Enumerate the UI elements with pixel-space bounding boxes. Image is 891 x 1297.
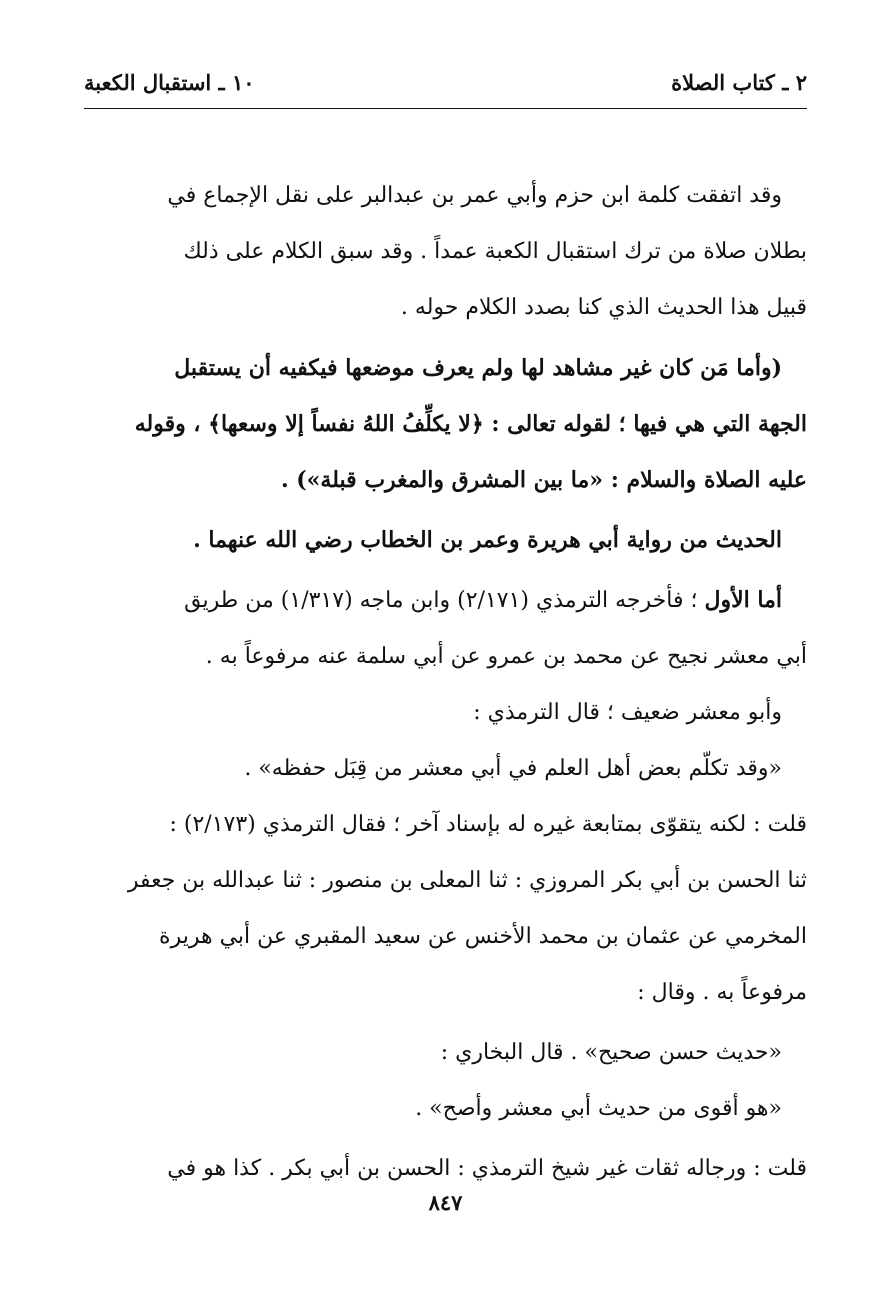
paragraph-line: وقد اتفقت كلمة ابن حزم وأبي عمر بن عبدالبر على نقل الإجماع في bbox=[167, 183, 782, 208]
page-number: ٨٤٧ bbox=[428, 1190, 463, 1215]
quotation-line: «هو أقوى من حديث أبي معشر وأصح» . bbox=[415, 1096, 782, 1121]
paragraph-line: المخرمي عن عثمان بن محمد الأخنس عن سعيد المقبري عن أبي هريرة bbox=[159, 924, 807, 949]
paragraph-line: قلت : ورجاله ثقات غير شيخ الترمذي : الحسن بن أبي بكر . كذا هو في bbox=[167, 1156, 807, 1181]
quoted-text-line: عليه الصلاة والسلام : «ما بين المشرق والمغرب قبلة») . bbox=[280, 467, 807, 493]
running-header bbox=[84, 68, 807, 109]
quoted-text-line: (وأما مَن كان غير مشاهد لها ولم يعرف موضعها فيكفيه أن يستقبل bbox=[174, 355, 782, 381]
first-narration-label: أما الأول bbox=[704, 587, 782, 613]
section-title: ١٠ ـ استقبال الكعبة bbox=[84, 70, 255, 95]
paragraph-line bbox=[84, 572, 807, 629]
paragraph-line: بطلان صلاة من ترك استقبال الكعبة عمداً . وقد سبق الكلام على ذلك bbox=[183, 239, 807, 264]
chapter-title: ٢ ـ كتاب الصلاة bbox=[671, 70, 807, 95]
paragraph-line: ثنا الحسن بن أبي بكر المروزي : ثنا المعلى بن منصور : ثنا عبدالله بن جعفر bbox=[127, 868, 807, 893]
hadith-heading: الحديث من رواية أبي هريرة وعمر بن الخطاب رضي الله عنهما . bbox=[193, 527, 782, 553]
quotation-line: «حديث حسن صحيح» . قال البخاري : bbox=[440, 1040, 782, 1065]
paragraph-text: ؛ فأخرجه الترمذي (٢/١٧١) وابن ماجه (١/٣١٧) من طريق bbox=[184, 588, 705, 613]
main-text bbox=[84, 168, 807, 1197]
quoted-text-line: الجهة التي هي فيها ؛ لقوله تعالى : ﴿لا يكلِّفُ اللهُ نفساً إلا وسعها﴾ ، وقوله bbox=[134, 411, 807, 437]
quotation-line: «وقد تكلّم بعض أهل العلم في أبي معشر من قِبَل حفظه» . bbox=[244, 756, 782, 781]
paragraph-line: قلت : لكنه يتقوّى بمتابعة غيره له بإسناد آخر ؛ فقال الترمذي (٢/١٧٣) : bbox=[169, 812, 807, 837]
paragraph-line: قبيل هذا الحديث الذي كنا بصدد الكلام حوله . bbox=[400, 295, 807, 320]
paragraph-line: مرفوعاً به . وقال : bbox=[637, 980, 807, 1005]
paragraph-line: أبي معشر نجيح عن محمد بن عمرو عن أبي سلمة عنه مرفوعاً به . bbox=[205, 644, 807, 669]
paragraph-line: وأبو معشر ضعيف ؛ قال الترمذي : bbox=[473, 700, 782, 725]
